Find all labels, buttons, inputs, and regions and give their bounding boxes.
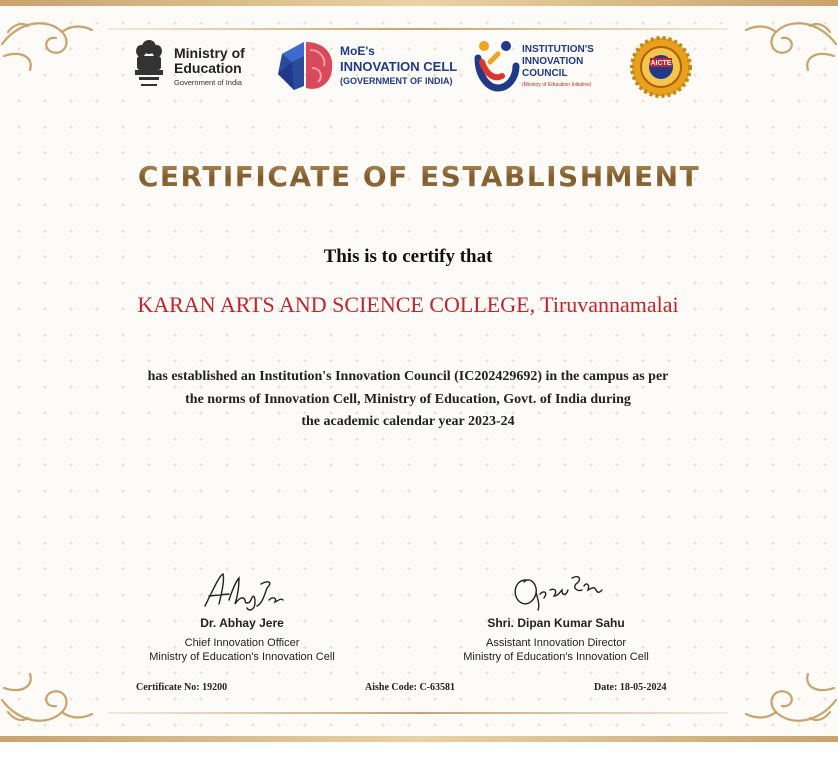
issue-date: Date: 18-05-2024 — [594, 682, 667, 693]
signature-dipan-sahu — [508, 570, 604, 612]
signatory-left-role: Chief Innovation Officer — [184, 637, 300, 649]
signatory-right — [443, 570, 669, 664]
body-line-3: the academic calendar year 2023-24 — [301, 414, 515, 429]
national-emblem-icon — [132, 38, 166, 92]
innovation-cell-logo — [274, 38, 460, 94]
signatory-right-org: Ministry of Education's Innovation Cell — [463, 651, 649, 663]
bottom-gold-rule — [108, 712, 728, 714]
page-bottom-margin — [0, 742, 838, 774]
corner-ornament-top-right — [742, 10, 838, 80]
iic-line1: INSTITUTION'S — [522, 44, 594, 55]
innovation-cell-line2: INNOVATION CELL — [340, 59, 458, 74]
ministry-of-education-logo — [132, 38, 262, 92]
iic-line3: COUNCIL — [522, 68, 568, 79]
aicte-logo — [630, 36, 692, 98]
moe-logo-line2: Education — [174, 60, 242, 76]
signatory-right-role: Assistant Innovation Director — [485, 637, 626, 649]
brain-icon — [274, 38, 336, 94]
institution-name: KARAN ARTS AND SCIENCE COLLEGE, Tiruvannamalai — [137, 292, 679, 317]
institutions-innovation-council-logo — [472, 36, 606, 94]
certify-intro: This is to certify that — [323, 246, 493, 267]
signatory-right-name: Shri. Dipan Kumar Sahu — [487, 616, 625, 630]
signatory-left-name: Dr. Abhay Jere — [200, 616, 284, 630]
signatory-left-org: Ministry of Education's Innovation Cell — [149, 651, 335, 663]
signatory-left — [128, 570, 356, 664]
top-gold-rule — [108, 28, 728, 30]
corner-ornament-top-left — [0, 10, 96, 80]
corner-ornament-bottom-left — [0, 664, 96, 734]
signature-abhay-jere — [199, 570, 285, 612]
innovation-cell-line1: MoE's — [340, 44, 375, 58]
iic-mark-icon — [472, 36, 520, 94]
aicte-label: AICTE — [650, 60, 672, 67]
certificate-number: Certificate No: 19200 — [136, 682, 228, 693]
moe-logo-line1: Ministry of — [174, 45, 245, 61]
certificate-body — [0, 366, 816, 434]
iic-line4: (Ministry of Education Initiative) — [522, 82, 592, 88]
innovation-cell-line3: (GOVERNMENT OF INDIA) — [340, 76, 453, 86]
body-line-1: has established an Institution's Innovation Council (IC202429692) in the campus as per — [147, 369, 669, 384]
body-line-2: the norms of Innovation Cell, Ministry of Education, Govt. of India during — [185, 391, 631, 407]
corner-ornament-bottom-right — [742, 664, 838, 734]
aishe-code: Aishe Code: C-63581 — [365, 682, 455, 693]
top-border-strip — [0, 0, 838, 6]
moe-logo-subtitle: Government of India — [174, 78, 242, 87]
certificate-title: CERTIFICATE OF ESTABLISHMENT — [0, 160, 838, 193]
iic-line2: INNOVATION — [522, 56, 584, 67]
